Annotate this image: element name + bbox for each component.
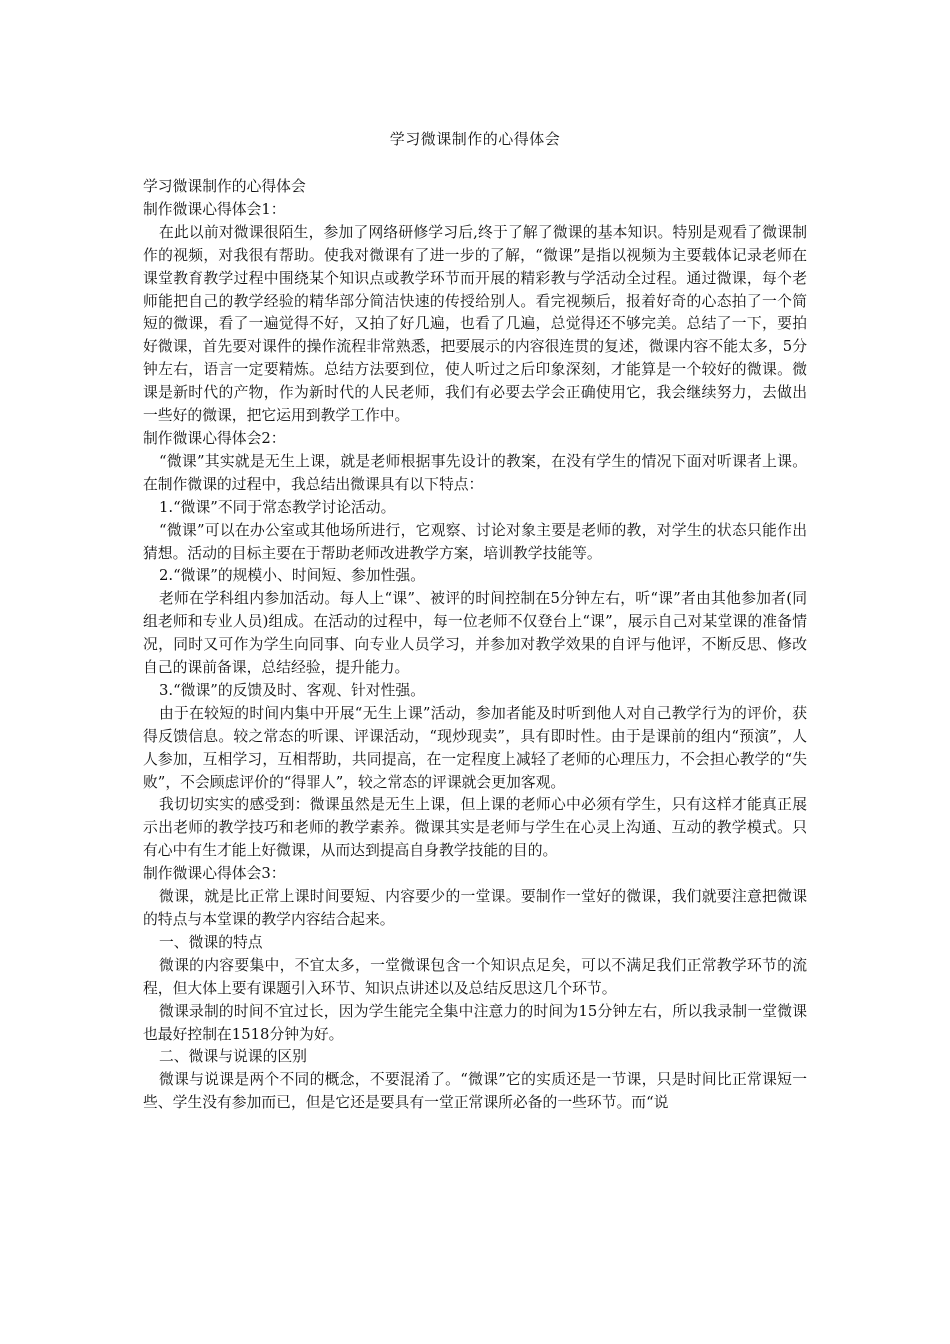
- document-title: 学习微课制作的心得体会: [389, 130, 561, 148]
- document-body: [143, 176, 807, 1115]
- paragraph: 微课录制的时间不宜过长，因为学生能完全集中注意力的时间为15分钟左右，所以我录制一堂微课也最好控制在1518分钟为好。: [143, 1002, 807, 1043]
- section-heading: 学习微课制作的心得体会: [143, 178, 306, 195]
- paragraph: 微课与说课是两个不同的概念，不要混淆了。“微课”它的实质还是一节课，只是时间比正常课短一些、学生没有参加而已，但是它还是要具有一堂正常课所必备的一些环节。而“说: [143, 1071, 807, 1112]
- paragraph: 我切切实实的感受到：微课虽然是无生上课，但上课的老师心中必须有学生，只有这样才能真正展示出老师的教学技巧和老师的教学素养。微课其实是老师与学生在心灵上沟通、互动的教学模式。只有心中有生才能上好微课，从而达到提高自身教学技能的目的。: [143, 796, 807, 860]
- paragraph: “微课”其实就是无生上课，就是老师根据事先设计的教案，在没有学生的情况下面对听课者上课。在制作微课的过程中，我总结出微课具有以下特点：: [143, 452, 807, 493]
- paragraph: 二、微课与说课的区别: [159, 1048, 307, 1066]
- paragraph: 微课，就是比正常上课时间要短、内容要少的一堂课。要制作一堂好的微课，我们就要注意把微课的特点与本堂课的教学内容结合起来。: [143, 888, 807, 928]
- paragraph: “微课”可以在办公室或其他场所进行，它观察、讨论对象主要是老师的教，对学生的状态只能作出猜想。活动的目标主要在于帮助老师改进教学方案，培训教学技能等。: [143, 521, 807, 562]
- paragraph: 在此以前对微课很陌生，参加了网络研修学习后,终于了解了微课的基本知识。特别是观看了微课制作的视频，对我很有帮助。使我对微课有了进一步的了解，“微课”是指以视频为主要载体记录老师在课堂教育教学过程中围绕某个知识点或教学环节而开展的精彩教与学活动全过程。通过微课，每个老师能把自己的教学经验的精华部分简洁快速的传授给别人。看完视频后，报着好奇的心态拍了一个简短的微课，看了一遍觉得不好，又拍了好几遍，也看了几遍，总觉得还不够完美。总结了一下，要拍好微课，首先要对课件的操作流程非常熟悉，把要展示的内容很连贯的复述，微课内容不能太多，5分钟左右，语言一定要精炼。总结方法要到位，使人听过之后印象深刻，才能算是一个较好的微课。微课是新时代的产物，作为新时代的人民老师，我们有必要去学会正确使用它，我会继续努力，去做出一些好的微课，把它运用到教学工作中。: [143, 223, 807, 425]
- paragraph: 老师在学科组内参加活动。每人上“课”、被评的时间控制在5分钟左右，听“课”者由其他参加者(同组老师和专业人员)组成。在活动的过程中，每一位老师不仅登台上“课”，展示自己对某堂课的准备情况，同时又可作为学生向同事、向专业人员学习，并参加对教学效果的自评与他评，不断反思、修改自己的课前备课，总结经验，提升能力。: [143, 590, 807, 677]
- section-heading: 制作微课心得体会1：: [143, 200, 286, 218]
- paragraph: 由于在较短的时间内集中开展“无生上课”活动，参加者能及时听到他人对自己教学行为的评价，获得反馈信息。较之常态的听课、评课活动，“现炒现卖”，具有即时性。由于是课前的组内“预演”，人人参加，互相学习，互相帮助，共同提高，在一定程度上减轻了老师的心理压力，不会担心教学的“失败”，不会顾虑评价的“得罪人”，较之常态的评课就会更加客观。: [143, 704, 807, 791]
- section-heading: 制作微课心得体会2：: [143, 429, 286, 447]
- paragraph: 1.“微课”不同于常态教学讨论活动。: [159, 498, 396, 516]
- paragraph: 微课的内容要集中，不宜太多，一堂微课包含一个知识点足矣，可以不满足我们正常教学环节的流程，但大体上要有课题引入环节、知识点讲述以及总结反思这几个环节。: [143, 956, 807, 997]
- section-heading: 制作微课心得体会3：: [143, 865, 286, 883]
- paragraph: 2.“微课”的规模小、时间短、参加性强。: [159, 567, 425, 585]
- paragraph: 3.“微课”的反馈及时、客观、针对性强。: [159, 681, 425, 699]
- paragraph: 一、微课的特点: [159, 933, 263, 951]
